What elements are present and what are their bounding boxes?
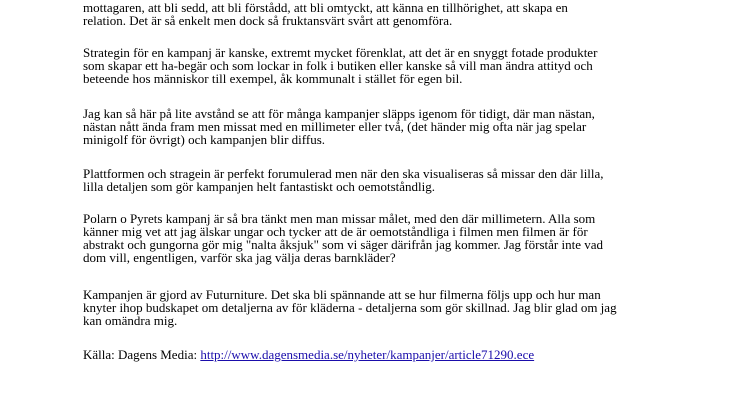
text-line: minigolf för övrigt) och kampanjen blir diffus. [83, 132, 326, 147]
text-line: Plattformen och stragein är perfekt forumulerad men när den ska visualiseras så missar den där lilla, [83, 166, 604, 181]
text-line: abstrakt och gungorna gör mig "nalta åksjuk" som vi säger därifrån jag kommer. Jag förstår inte vad [83, 237, 603, 252]
text-line: knyter ihop budskapet om detaljerna av för kläderna - detaljerna som gör skillnad. Jag blir glad om jag [83, 300, 617, 315]
source-label: Källa: Dagens Media: [83, 347, 201, 362]
paragraph-strategy [83, 46, 663, 85]
text-line: mottagaren, att bli sedd, att bli förstådd, att bli omtyckt, att känna en tillhörighet, att skapa en [83, 0, 568, 15]
paragraph-relation [83, 1, 663, 27]
text-line: känner mig vet att jag älskar ungar och tycker att de är oemotståndliga i filmen men filmen är för [83, 224, 588, 239]
text-line: dom vill, engentligen, varför ska jag välja deras barnkläder? [83, 250, 396, 265]
text-line: som skapar ett ha-begär och som lockar in folk i butiken eller kanske så vill man ändra attityd och [83, 58, 593, 73]
text-line: Jag kan så här på lite avstånd se att för många kampanjer släpps igenom för tidigt, där man nästan, [83, 106, 595, 121]
text-line: beteende hos människor till exempel, åk kommunalt i stället för egen bil. [83, 71, 463, 86]
text-line: nästan nått ända fram men missat med en millimeter eller två, (det händer mig ofta när jag spelar [83, 119, 587, 134]
paragraph-polarn-o-pyret [83, 212, 663, 264]
text-line: kan omändra mig. [83, 313, 178, 328]
paragraph-futurniture [83, 288, 663, 327]
source-link[interactable]: http://www.dagensmedia.se/nyheter/kampanjer/article71290.ece [200, 347, 535, 362]
source-line [83, 348, 663, 361]
text-line: Kampanjen är gjord av Futurniture. Det ska bli spännande att se hur filmerna följs upp och hur man [83, 287, 601, 302]
paragraph-platform [83, 167, 663, 193]
text-line: relation. Det är så enkelt men dock så fruktansvärt svårt att genomföra. [83, 13, 453, 28]
source-citation [83, 348, 663, 361]
text-line: Strategin för en kampanj är kanske, extremt mycket förenklat, att det är en snyggt fotade produkter [83, 45, 598, 60]
text-line: lilla detaljen som gör kampanjen helt fantastiskt och oemotståndlig. [83, 179, 436, 194]
text-line: Polarn o Pyrets kampanj är så bra tänkt men man missar målet, med den där millimetern. Alla som [83, 211, 596, 226]
paragraph-distance [83, 107, 663, 146]
